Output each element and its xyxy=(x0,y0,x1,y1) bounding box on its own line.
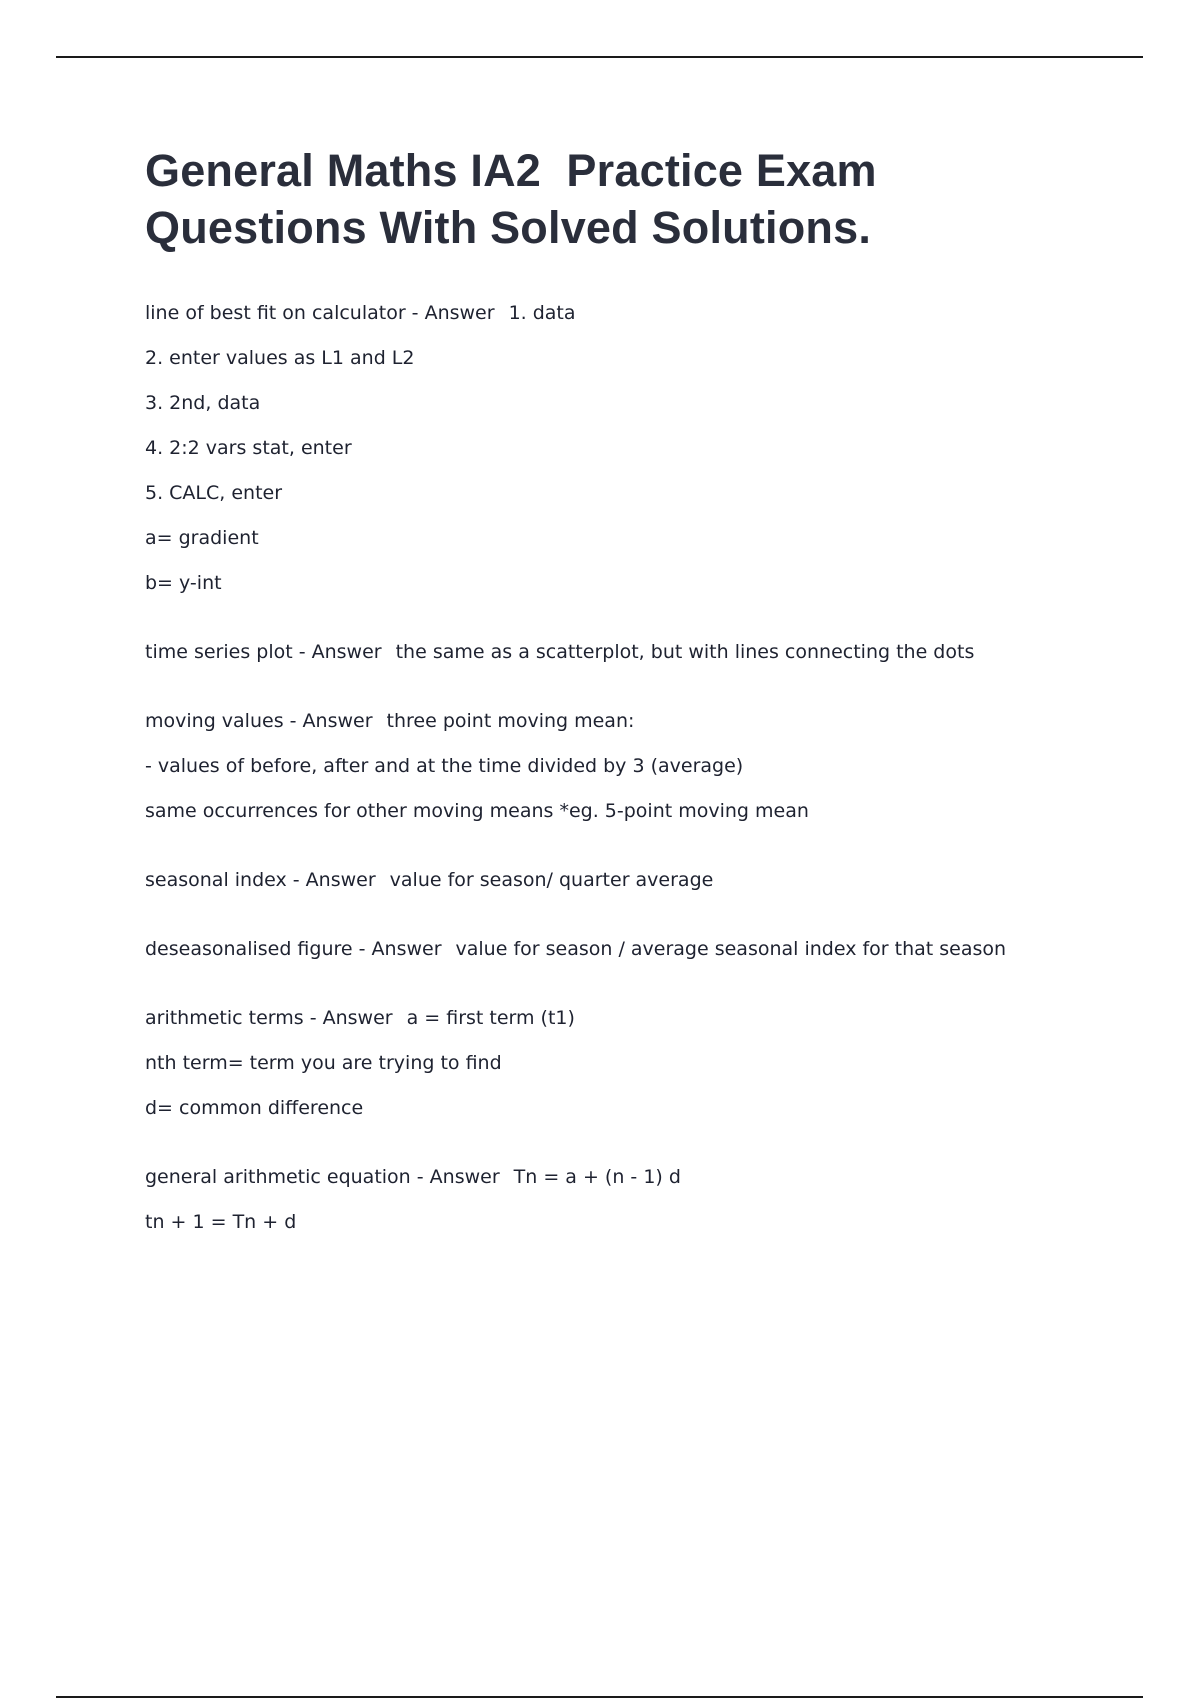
qa-term: line of best fit on calculator - Answer xyxy=(145,302,495,324)
qa-entry xyxy=(145,710,1105,823)
qa-question-line xyxy=(145,869,1105,892)
qa-answer-line: nth term= term you are trying to find xyxy=(145,1052,502,1074)
bottom-rule xyxy=(56,1696,1143,1698)
qa-term: moving values - Answer xyxy=(145,710,373,732)
qa-entry xyxy=(145,641,1105,664)
qa-answer-line: 2. enter values as L1 and L2 xyxy=(145,347,415,369)
qa-entry xyxy=(145,302,1105,595)
qa-answer: the same as a scatterplot, but with lines connecting the dots xyxy=(395,641,975,663)
qa-question-line xyxy=(145,710,1105,733)
qa-entry xyxy=(145,869,1105,892)
qa-answer-line: b= y-int xyxy=(145,572,222,594)
qa-answer-line: 5. CALC, enter xyxy=(145,482,283,504)
qa-answer: value for season / average seasonal index for that season xyxy=(455,938,1007,960)
qa-entry xyxy=(145,1007,1105,1120)
qa-answer-line: 4. 2:2 vars stat, enter xyxy=(145,437,352,459)
qa-term: arithmetic terms - Answer xyxy=(145,1007,393,1029)
qa-answer: three point moving mean: xyxy=(386,710,635,732)
qa-term: general arithmetic equation - Answer xyxy=(145,1166,500,1188)
document-body xyxy=(145,142,1105,1280)
qa-question-line xyxy=(145,938,1105,961)
qa-question-line xyxy=(145,1007,1105,1030)
qa-answer: value for season/ quarter average xyxy=(389,869,714,891)
qa-answer-line: - values of before, after and at the time divided by 3 (average) xyxy=(145,755,744,777)
top-rule xyxy=(56,56,1143,58)
qa-question-line xyxy=(145,1166,1105,1189)
qa-question-line xyxy=(145,641,1105,664)
qa-term: time series plot - Answer xyxy=(145,641,382,663)
qa-answer: 1. data xyxy=(508,302,576,324)
qa-answer-line: a= gradient xyxy=(145,527,259,549)
qa-entry xyxy=(145,1166,1105,1234)
qa-answer-line: 3. 2nd, data xyxy=(145,392,261,414)
qa-answer-line: same occurrences for other moving means *eg. 5-point moving mean xyxy=(145,800,809,822)
qa-answer-line: tn + 1 = Tn + d xyxy=(145,1211,297,1233)
qa-list xyxy=(145,302,1105,1234)
qa-answer: Tn = a + (n - 1) d xyxy=(513,1166,681,1188)
qa-term: deseasonalised figure - Answer xyxy=(145,938,442,960)
qa-answer-line: d= common difference xyxy=(145,1097,364,1119)
qa-question-line xyxy=(145,302,1105,325)
qa-answer: a = first term (t1) xyxy=(406,1007,575,1029)
qa-entry xyxy=(145,938,1105,961)
qa-term: seasonal index - Answer xyxy=(145,869,376,891)
document-title: General Maths IA2 Practice Exam Questions With Solved Solutions. xyxy=(145,145,890,253)
